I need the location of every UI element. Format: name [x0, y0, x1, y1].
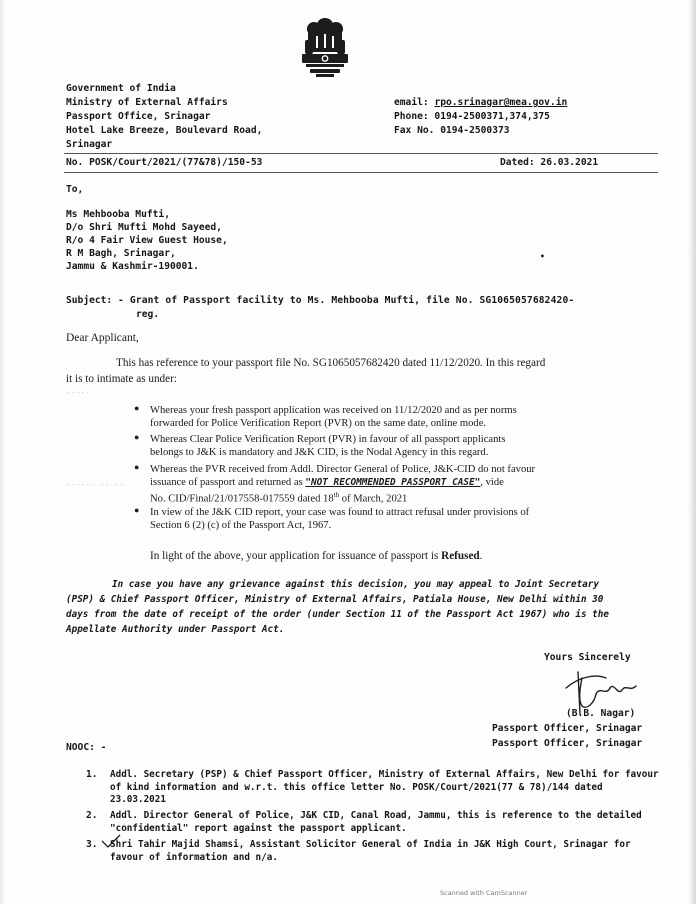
email-link[interactable]: rpo.srinagar@mea.gov.in [434, 97, 568, 108]
subject-line-2: reg. [136, 309, 160, 320]
copy-1-line-1: Addl. Secretary (PSP) & Chief Passport Officer, Ministry of External Affairs, New Delhi for favour [110, 769, 659, 780]
bullet-2-line-2: belongs to J&K is mandatory and J&K CID, is the Nodal Agency in this regard. [150, 447, 489, 458]
reference-number: No. POSK/Court/2021/(77&78)/150-53 [66, 157, 263, 168]
nooc-label: NOOC: - [66, 742, 107, 753]
copy-3-line-1: Shri Tahir Majid Shamsi, Assistant Solicitor General of India in J&K High Court, Srinagar for [110, 839, 631, 850]
header-rule-bottom [64, 172, 658, 173]
signatory-name: (B.B. Nagar) [566, 708, 636, 719]
bullet-1-line-2: forwarded for Police Verification Report (PVR) on the same date, online mode. [150, 418, 487, 429]
copy-1-line-3: 23.03.2021 [110, 794, 166, 805]
grievance-line-2: (PSP) & Chief Passport Officer, Ministry of External Affairs, Patiala House, New Delhi within 30 [66, 594, 604, 605]
addressee-line-4: R M Bagh, Srinagar, [66, 248, 176, 259]
decision-suffix: . [479, 550, 483, 562]
letterhead-line-5: Srinagar [66, 139, 113, 150]
grievance-line-1: In case you have any grievance against this decision, you may appeal to Joint Secretary [112, 579, 599, 590]
bullet-1-line-1: Whereas your fresh passport application was received on 11/12/2020 and as per norms [150, 405, 517, 416]
bullet-4-line-2: Section 6 (2) (c) of the Passport Act, 1967. [150, 520, 332, 531]
bullet-4-line-1: In view of the J&K CID report, your case was found to attract refusal under provisions of [150, 507, 530, 518]
letterhead-address [66, 82, 262, 152]
letterhead-line-2: Ministry of External Affairs [66, 97, 228, 108]
letterhead-line-3: Passport Office, Srinagar [66, 111, 211, 122]
addressee-block [66, 208, 228, 273]
salutation: Dear Applicant, [66, 332, 139, 344]
bullet-3-line-2: issuance of passport and returned as [150, 477, 306, 488]
bullet-item-4 [150, 506, 529, 532]
copy-2-number: 2. [86, 810, 98, 821]
grievance-paragraph [66, 577, 609, 637]
letterhead-line-4: Hotel Lake Breeze, Boulevard Road, [66, 125, 263, 136]
to-label: To, [66, 184, 84, 195]
addressee-line-5: Jammu & Kashmir-190001. [66, 261, 199, 272]
subject-line-1: - Grant of Passport facility to Ms. Mehbooba Mufti, file No. SG1065057682420- [118, 295, 575, 306]
decision-refused: Refused [441, 550, 480, 562]
grievance-line-4: Appellate Authority under Passport Act. [66, 624, 285, 635]
bullet-3-line-3: No. CID/Final/21/017558-017559 dated 18 [150, 493, 334, 505]
yours-sincerely: Yours Sincerely [544, 652, 631, 663]
bullet-dot-icon: ● [134, 505, 140, 515]
subject-label: Subject: [66, 295, 113, 306]
bullet-2-line-1: Whereas Clear Police Verification Report (PVR) in favour of all passport applicants [150, 434, 506, 445]
decision-prefix: In light of the above, your application for issuance of passport is [150, 550, 442, 562]
copy-2-line-1: Addl. Director General of Police, J&K CID, Canal Road, Jammu, this is reference to the detailed [110, 810, 642, 821]
copy-3-number: 3. [86, 839, 98, 850]
letter-date: Dated: 26.03.2021 [500, 157, 599, 168]
copy-1-number: 1. [86, 769, 98, 780]
national-emblem-icon [296, 16, 354, 78]
intro-line-2: it is to intimate as under: [66, 373, 177, 385]
page-right-shadow [688, 0, 696, 904]
bullet-dot-icon: ● [134, 403, 140, 413]
copy-2-line-2: "confidential" report against the passport applicant. [110, 822, 407, 834]
header-rule-top [64, 153, 658, 154]
copy-3-line-2: favour of information and n/a. [110, 851, 278, 863]
letter-page: Government of India Ministry of External Affairs Passport Office, Srinagar Hotel Lake Breeze, Boulevard Road, Srinagar email: rpo.srinagar@mea.gov.in Phone: 0194-2500371,374,375 Fax No. 0194-2500373 No. POSK/Court/2021/(77&78)/150-53 Dated: 26.03.2021 To, Ms Mehbooba Mufti, D/o Shri Mufti Mohd Sayeed, R/o 4 Fair View Guest House, R M Bagh, Srinagar, Jammu & Kashmir-190001. • Subject: - Grant of Passport facility to Ms. Mehbooba Mufti, file No. SG1065057682420- reg. Dear Applicant, This has reference to your passport file No. SG1065057682420 dated 11/12/2020. In this regard it is to intimate as under: ----- Whereas your fresh passport application was received on 11/12/2020 and as per norms forwarded for Police Verification Report (PVR) on the same date, online mode. ● Whereas Clear Police Verification Report (PVR) in favour of all passport applicants belongs to J&K is mandatory and J&K CID, is the Nodal Agency in this regard. ● Whereas the PVR received from Addl. Director General of Police, J&K-CID do not favour issuance of passport and returned as "NOT RECOMMENDED PASSPORT CASE", vide No. CID/Final/21/017558-017559 dated 18th of March, 2021 ● ------ -- -- In view of the J&K CID report, your case was found to attract refusal under provisions of Section 6 (2) (c) of the Passport Act, 1967. ● In light of the above, your application for issuance of passport is Refused. In case you have any grievance against this decision, you may appeal to Joint Secretary (PSP) & Chief Passport Officer, Ministry of External Affairs, Patiala House, New Delhi within 30 days from the date of receipt of the order (under Section 11 of the Passport Act 1967) who is the Appellate Authority under Passport Act. Yours Sincerely (B.B. Nagar) Passport Officer, Srinagar Passport Officer, Srinagar NOOC: - 1. Addl. Secretary (PSP) & Chief Passport Officer, Ministry of External Affairs, New Delhi for favour of kind information and w.r.t. this office letter No. POSK/Court/2021(77 & 78)/144 dated 23.03.2021 2. Addl. Director General of Police, J&K CID, Canal Road, Jammu, this is reference to the detailed "confidential" report against the passport applicant. 3. Shri Tahir Majid Shamsi, Assistant Solicitor General of India in J&K High Court, Srinagar for favour of information and n/a. Scanned with CamScanner [0, 0, 696, 904]
scanner-watermark: Scanned with CamScanner [440, 889, 528, 897]
copy-item-2 [110, 810, 642, 835]
copy-item-1 [110, 769, 659, 807]
bullet-dot-icon: ● [134, 432, 140, 442]
copy-item-3 [110, 839, 631, 864]
addressee-line-2: D/o Shri Mufti Mohd Sayeed, [66, 222, 222, 233]
copy-1-line-2: of kind information and w.r.t. this office letter No. POSK/Court/2021(77 & 78)/144 dated [110, 781, 603, 793]
bullet-3-vide: , vide [480, 477, 504, 488]
phone-number: Phone: 0194-2500371,374,375 [394, 111, 550, 122]
addressee-line-3: R/o 4 Fair View Guest House, [66, 235, 228, 246]
signatory-title-2: Passport Officer, Srinagar [492, 738, 643, 749]
bullet-item-3 [150, 463, 535, 506]
bullet-3-ordinal: th [333, 491, 340, 499]
grievance-line-3: days from the date of receipt of the order (under Section 11 of the Passport Act 1967) who is the [66, 609, 609, 620]
decision-line [150, 550, 482, 562]
bullet-3-line-1: Whereas the PVR received from Addl. Director General of Police, J&K-CID do not favour [150, 464, 536, 475]
letterhead-line-1: Government of India [66, 83, 176, 94]
fax-number: Fax No. 0194-2500373 [394, 125, 510, 136]
bullet-dot-icon: ● [134, 462, 140, 472]
bullet-item-2 [150, 433, 505, 459]
signatory-title-1: Passport Officer, Srinagar [492, 723, 643, 734]
intro-line-1: This has reference to your passport file No. SG1065057682420 dated 11/12/2020. In this regard [116, 357, 546, 369]
bullet-item-1 [150, 404, 517, 430]
addressee-line-1: Ms Mehbooba Mufti, [66, 209, 170, 220]
bullet-3-line-4: of March, 2021 [339, 493, 408, 505]
email-label: email: [394, 97, 435, 108]
not-recommended-highlight: "NOT RECOMMENDED PASSPORT CASE" [305, 477, 481, 488]
letterhead-contact [394, 96, 567, 138]
page-left-shadow [0, 0, 6, 904]
